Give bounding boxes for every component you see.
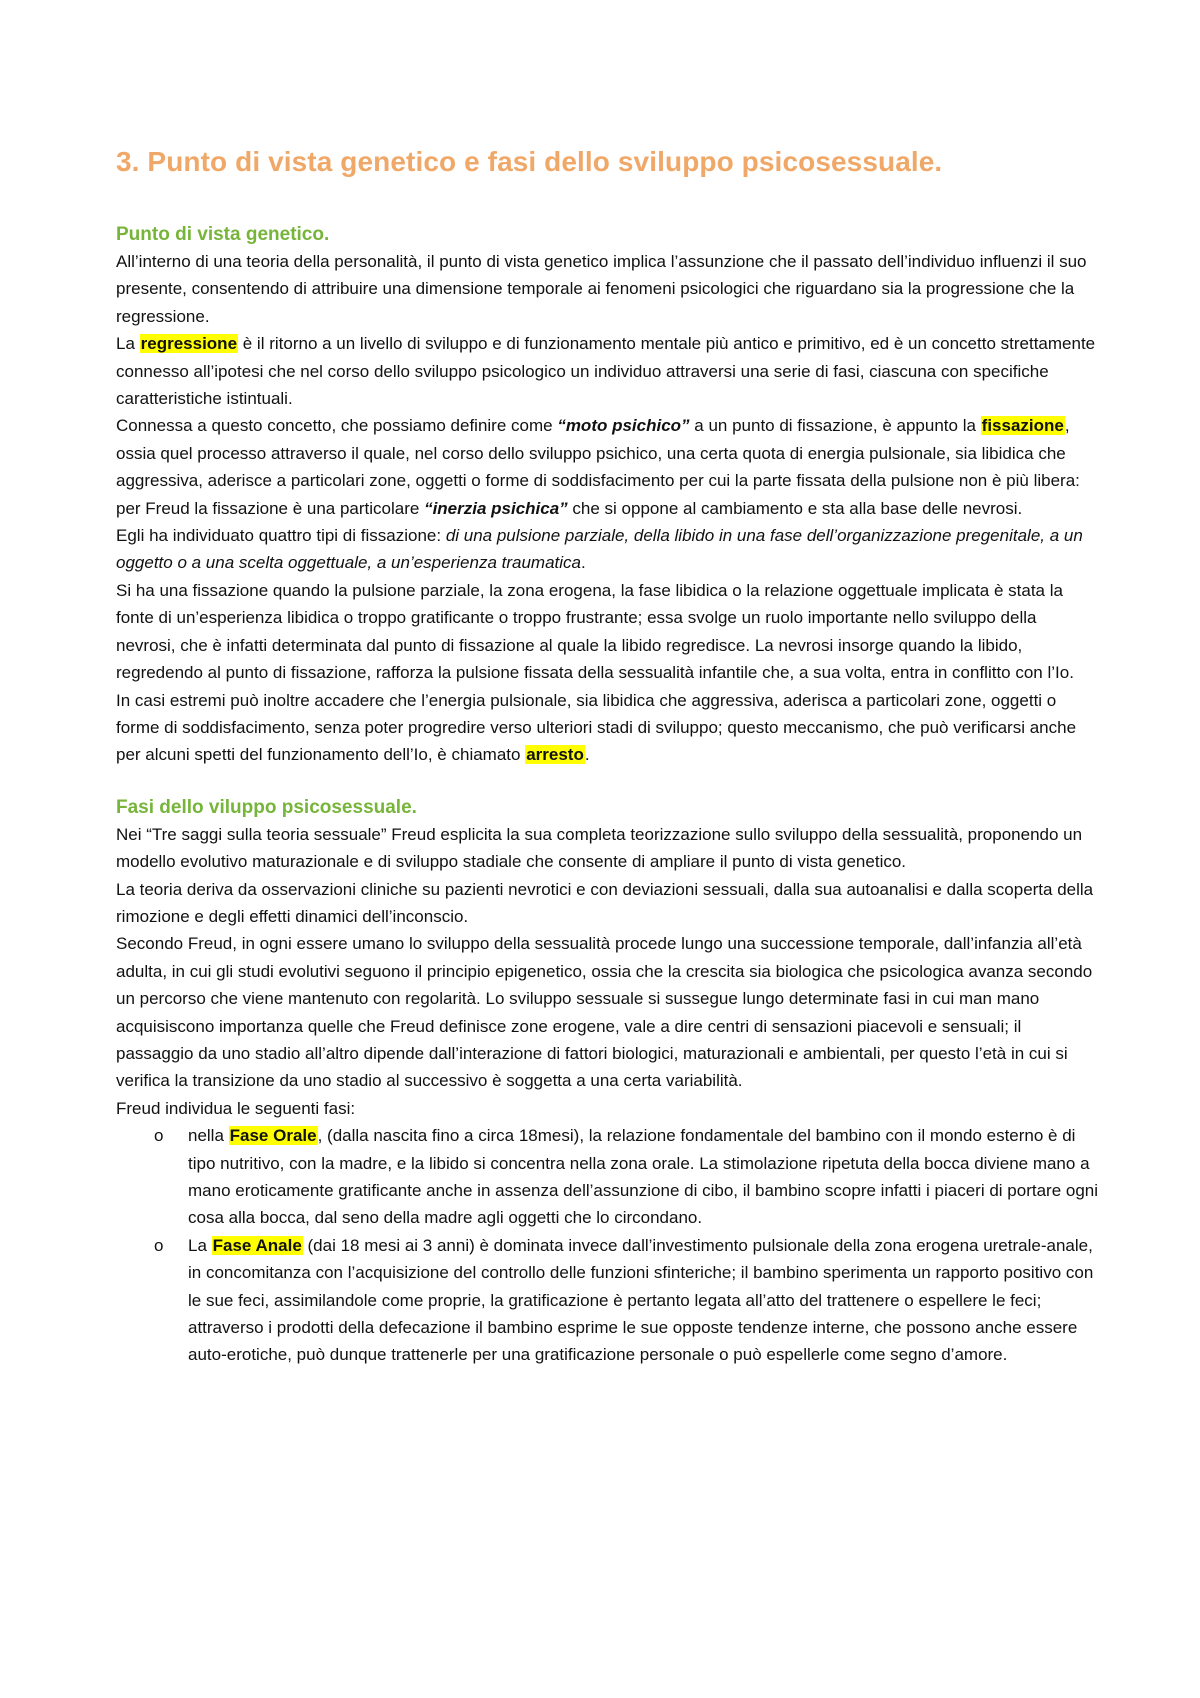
section-spacer xyxy=(116,769,1100,795)
text-segment: che si oppone al cambiamento e sta alla base delle nevrosi. xyxy=(567,498,1023,518)
highlight-fase-anale: Fase Anale xyxy=(212,1235,302,1255)
text-segment: . xyxy=(584,745,590,765)
text-segment: è il ritorno a un livello di sviluppo e di funzionamento mentale più antico e primitivo, ed è un concetto strettamente connesso all’ipotesi che nel corso dello sviluppo psicologico un individuo attraversi una serie di fasi, ciascuna con specifiche caratteristiche istintuali. xyxy=(116,334,1096,409)
highlight-fase-orale: Fase Orale xyxy=(229,1126,317,1146)
text-segment: Connessa a questo concetto, che possiamo definire come xyxy=(116,416,558,436)
paragraph-fixation xyxy=(116,412,1100,522)
text-segment: , (dalla nascita fino a circa 18mesi), la relazione fondamentale del bambino con il mondo esterno è di tipo nutritivo, con la madre, e la libido si concentra nella zona orale. La stimolazione ripetuta della bocca diviene mano a mano eroticamente gratificante anche in assenza dell’assunzione di cibo, il bambino scopre infatti i piaceri di portare ogni cosa alla bocca, dal seno della madre agli oggetti che lo circondano. xyxy=(188,1126,1099,1228)
paragraph-genetic-intro: All’interno di una teoria della personalità, il punto di vista genetico implica l’assunzione che il passato dell’individuo influenzi il suo presente, consentendo di attribuire una dimensione temporale ai fenomeni psicologici che riguardano sia la progressione che la regressione. xyxy=(116,252,1087,326)
paragraph-fixation-neurosis: Si ha una fissazione quando la pulsione parziale, la zona erogena, la fase libidica o la relazione oggettuale implicata è stata la fonte di un’esperienza libidica o troppo gratificante o troppo frustrante; essa svolge un ruolo importante nello sviluppo della nevrosi, che è infatti determinata dal punto di fissazione al quale la libido regredisce. La nevrosi insorge quando la libido, regredendo al punto di fissazione, rafforza la pulsione fissata della sessualità infantile che, a sua volta, entra in conflitto con l’Io. xyxy=(116,580,1074,683)
section-heading-phases: Fasi dello viluppo psicosessuale. xyxy=(116,796,417,818)
phases-list xyxy=(116,1122,1100,1369)
list-item-oral-phase xyxy=(154,1122,1100,1232)
bullet-marker: o xyxy=(154,1235,164,1255)
emphasis-inerzia-psichica: “inerzia psichica” xyxy=(424,498,568,518)
document-title: 3. Punto di vista genetico e fasi dello sviluppo psicosessuale. xyxy=(116,146,943,177)
paragraph-regression xyxy=(116,330,1100,412)
paragraph-theory-origin: La teoria deriva da osservazioni cliniche su pazienti nevrotici e con deviazioni sessuali, dalla sua autoanalisi e dalla scoperta della rimozione e degli effetti dinamici dell’inconscio. xyxy=(116,879,1094,926)
bullet-marker: o xyxy=(154,1126,164,1146)
text-segment: , ossia quel processo attraverso il quale, nel corso dello sviluppo psichico, una certa quota di energia pulsionale, sia libidica che aggressiva, aderisce a particolari zone, oggetti o forme di soddisfacimento per cui la parte fissata della pulsione non è più libera: per Freud la fissazione è una particolare xyxy=(116,416,1080,518)
text-segment: La xyxy=(116,334,140,354)
text-segment: Egli ha individuato quattro tipi di fissazione: xyxy=(116,526,446,546)
paragraph-arrest xyxy=(116,687,1100,769)
emphasis-moto-psichico: “moto psichico” xyxy=(557,416,690,436)
paragraph-three-essays: Nei “Tre saggi sulla teoria sessuale” Freud esplicita la sua completa teorizzazione sullo sviluppo della sessualità, proponendo un modello evolutivo maturazionale e di sviluppo stadiale che consente di ampliare il punto di vista genetico. xyxy=(116,824,1083,872)
text-segment: (dai 18 mesi ai 3 anni) è dominata invece dall’investimento pulsionale della zona erogena uretrale-anale, in concomitanza con l’acquisizione del controllo delle funzioni sfinteriche; il bambino sperimenta un rapporto positivo con le sue feci, assimilandole come proprie, la gratificazione è pertanto legata all’atto del trattenere o espellere le feci; attraverso i prodotti della defecazione il bambino esprime le sue opposte tendenze interne, che possono anche essere auto-erotiche, può dunque trattenerle per una gratificazione personale o può espellerle come segno d’amore. xyxy=(188,1235,1094,1365)
text-segment: In casi estremi può inoltre accadere che l’energia pulsionale, sia libidica che aggressiva, aderisca a particolari zone, oggetti o forme di soddisfacimento, senza poter progredire verso ulteriori stadi di sviluppo; questo meccanismo, che può verificarsi anche per alcuni spetti del funzionamento dell’Io, è chiamato xyxy=(116,690,1077,765)
paragraph-phases-intro: Freud individua le seguenti fasi: xyxy=(116,1098,356,1118)
highlight-fissazione: fissazione xyxy=(981,416,1064,436)
text-segment: . xyxy=(581,553,586,573)
paragraph-development: Secondo Freud, in ogni essere umano lo sviluppo della sessualità procede lungo una successione temporale, dall’infanzia all’età adulta, in cui gli studi evolutivi seguono il principio epigenetico, ossia che la crescita sia biologica che psicologica avanza secondo un percorso che viene mantenuto con regolarità. Lo sviluppo sessuale si sussegue lungo determinate fasi in cui man mano acquisiscono importanza quelle che Freud definisce zone erogene, vale a dire centri di sensazioni piacevoli e sensuali; il passaggio da uno stadio all’altro dipende dall’interazione di fattori biologici, maturazionali e ambientali, per questo l’età in cui si verifica la transizione da uno stadio al successivo è soggetta a una certa variabilità. xyxy=(116,934,1093,1091)
text-segment: La xyxy=(188,1235,212,1255)
paragraph-fixation-types xyxy=(116,522,1100,577)
section-heading-genetic: Punto di vista genetico. xyxy=(116,224,330,245)
italic-fixation-types: di una pulsione parziale, della libido in una fase dell’organizzazione pregenitale, a un oggetto o a una scelta oggettuale, a un’esperienza traumatica xyxy=(116,526,1083,573)
highlight-regressione: regressione xyxy=(140,334,238,354)
text-segment: nella xyxy=(188,1126,229,1146)
text-segment: a un punto di fissazione, è appunto la xyxy=(689,416,981,436)
list-item-anal-phase xyxy=(154,1232,1100,1369)
highlight-arresto: arresto xyxy=(526,745,584,765)
